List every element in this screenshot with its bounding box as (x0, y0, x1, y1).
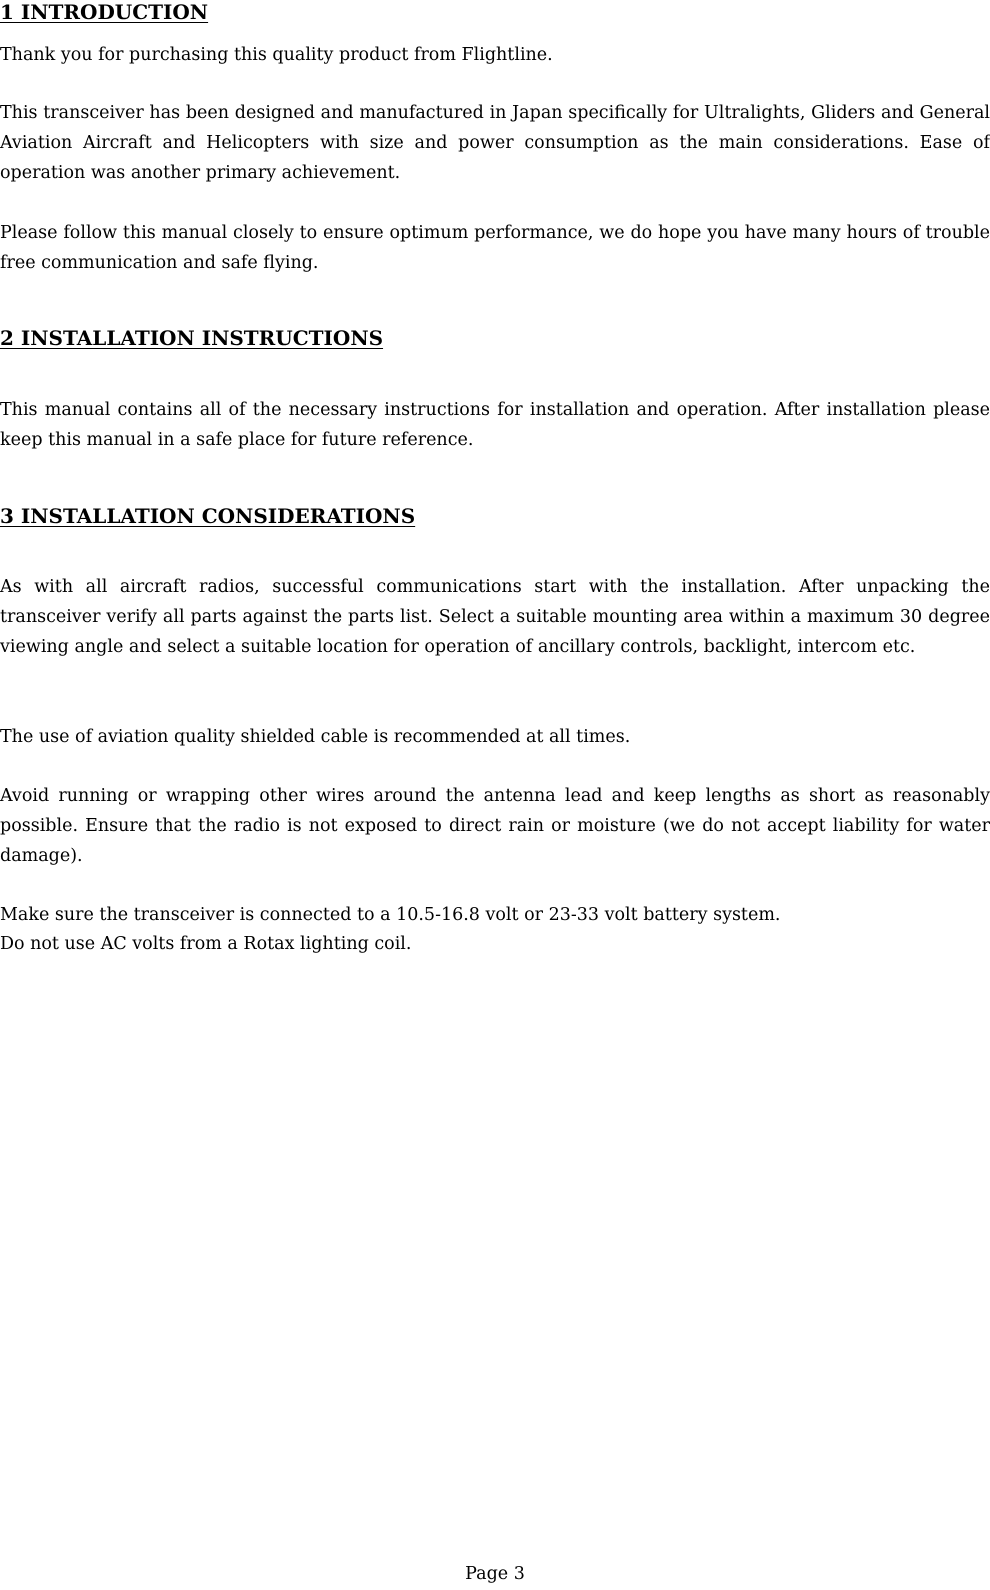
paragraph-considerations-battery: Make sure the transceiver is connected to a 10.5-16.8 volt or 23-33 volt battery system. (0, 905, 781, 925)
paragraph-considerations-unpacking: As with all aircraft radios, successful communications start with the installation. After unpacking the transceiver verify all parts against the parts list. Select a suitable mounting area within a maximum 30 degree viewing angle and select a suitable location for operation of ancillary controls, backlight, intercom etc. (0, 577, 990, 657)
paragraph-considerations-ac-volts: Do not use AC volts from a Rotax lighting coil. (0, 934, 412, 954)
section-heading-installation-considerations: 3 INSTALLATION CONSIDERATIONS (0, 504, 416, 528)
paragraph-instructions-manual: This manual contains all of the necessary instructions for installation and operation. After installation please keep this manual in a safe place for future reference. (0, 400, 990, 450)
paragraph-considerations-cable: The use of aviation quality shielded cable is recommended at all times. (0, 727, 631, 747)
paragraph-intro-thanks: Thank you for purchasing this quality product from Flightline. (0, 45, 553, 65)
paragraph-intro-manual: Please follow this manual closely to ensure optimum performance, we do hope you have many hours of trouble free communication and safe flying. (0, 223, 990, 273)
paragraph-considerations-antenna: Avoid running or wrapping other wires around the antenna lead and keep lengths as short as reasonably possible. Ensure that the radio is not exposed to direct rain or moisture (we do not accept liability for water damage). (0, 786, 990, 866)
section-heading-introduction: 1 INTRODUCTION (0, 0, 209, 24)
section-heading-installation-instructions: 2 INSTALLATION INSTRUCTIONS (0, 326, 384, 350)
page-number: Page 3 (465, 1564, 525, 1584)
paragraph-intro-design: This transceiver has been designed and manufactured in Japan specifically for Ultralights, Gliders and General Aviation Aircraft and Helicopters with size and power consumption as the main considerations. Ease of operation was another primary achievement. (0, 103, 990, 183)
